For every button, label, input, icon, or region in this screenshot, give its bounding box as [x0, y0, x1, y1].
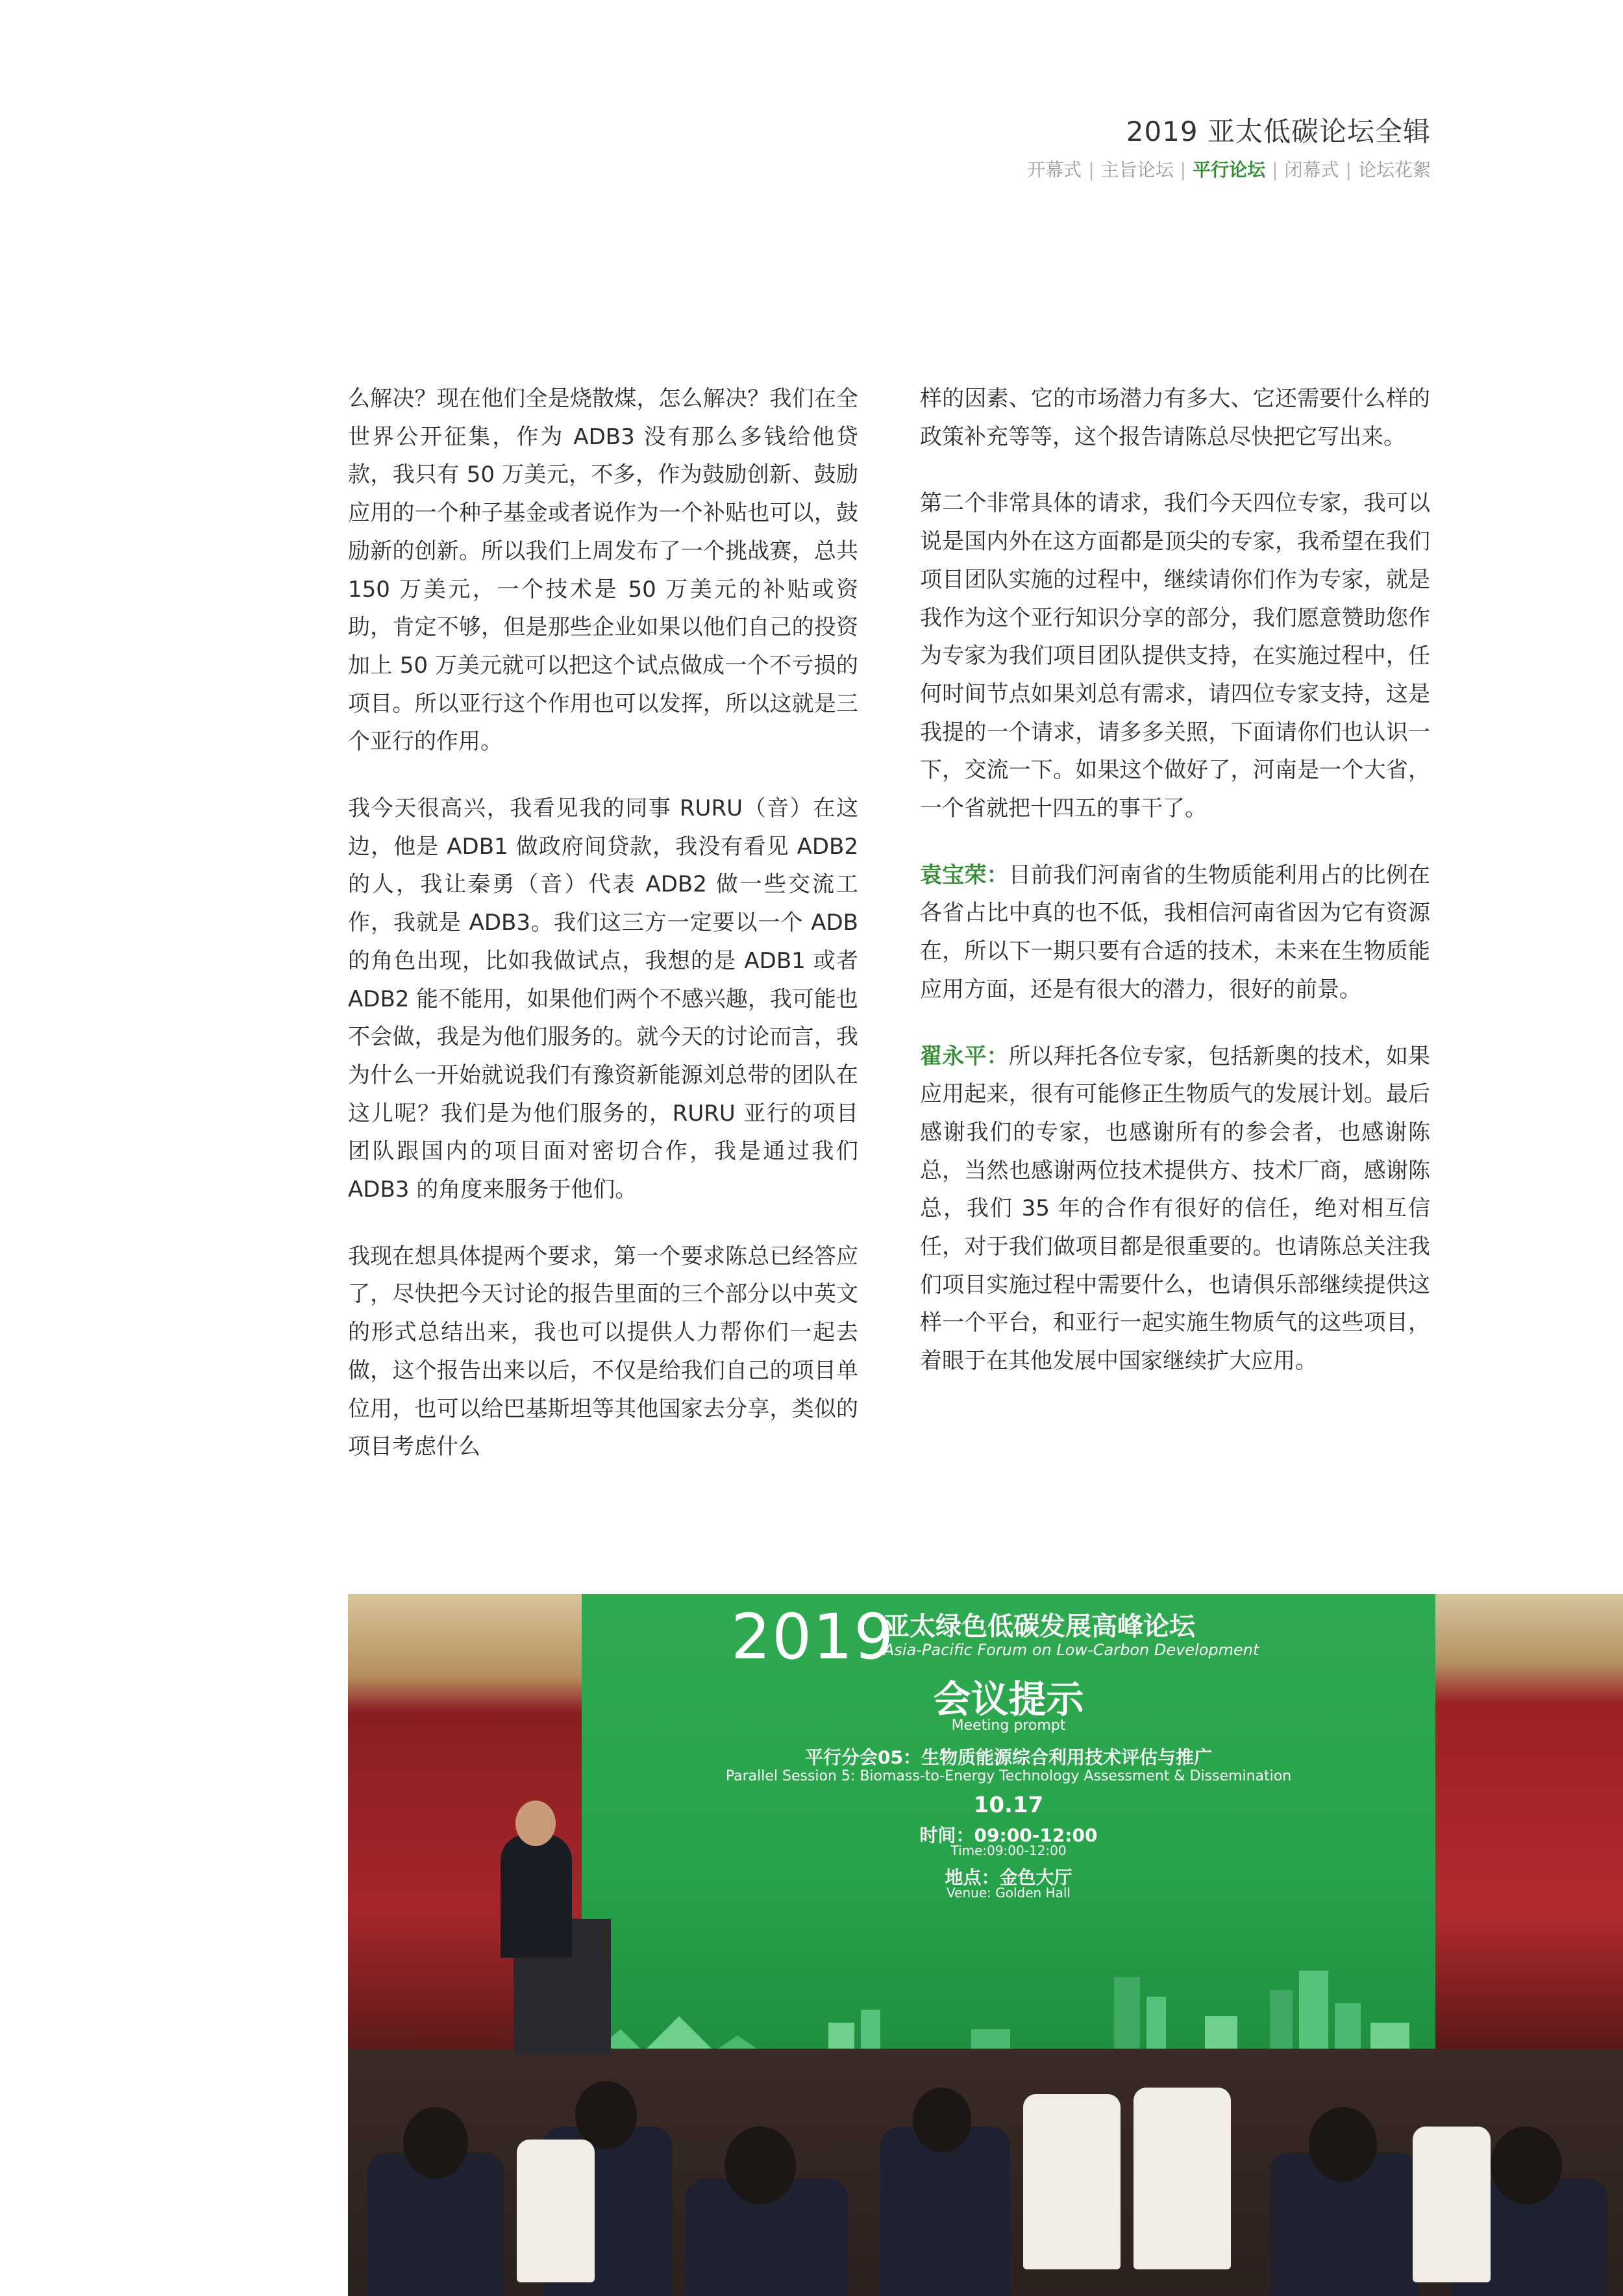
- audience-head: [1309, 2107, 1377, 2182]
- nav-separator: |: [1345, 159, 1352, 181]
- screen-time-en: Time:09:00-12:00: [950, 1843, 1067, 1858]
- screen-notice-zh: 会议提示: [933, 1677, 1084, 1721]
- speaker-paragraph: [920, 856, 1430, 1009]
- screen-notice-en: Meeting prompt: [951, 1717, 1066, 1734]
- chair-cover: [1023, 2094, 1121, 2269]
- nav-item-opening[interactable]: 开幕式: [1027, 159, 1082, 181]
- nav-item-parallel-active[interactable]: 平行论坛: [1193, 159, 1266, 181]
- chair-cover: [517, 2140, 595, 2282]
- left-column: [348, 380, 858, 1495]
- chair-cover: [1413, 2127, 1491, 2282]
- city-skyline-graphic: [582, 1951, 1435, 2062]
- nav-separator: |: [1088, 159, 1095, 181]
- nav-item-keynote[interactable]: 主旨论坛: [1100, 159, 1174, 181]
- paragraph: 我现在想具体提两个要求，第一个要求陈总已经答应了，尽快把今天讨论的报告里面的三个部分以中英文的形式总结出来，我也可以提供人力帮你们一起去做，这个报告出来以后，不仅是给我们自己的项目单位用，也可以给巴基斯坦等其他国家去分享，类似的项目考虑什么: [348, 1243, 858, 1460]
- paragraph: 样的因素、它的市场潜力有多大、它还需要什么样的政策补充等等，这个报告请陈总尽快把它写出来。: [920, 386, 1430, 450]
- nav-item-closing[interactable]: 闭幕式: [1284, 159, 1339, 181]
- screen-session-en: Parallel Session 5: Biomass-to-Energy Technology Assessment & Dissemination: [725, 1768, 1292, 1784]
- paragraph: 我今天很高兴，我看见我的同事 RURU（音）在这边，他是 ADB1 做政府间贷款，我没有看见 ADB2 的人，我让秦勇（音）代表 ADB2 做一些交流工作，我就是 ADB3。我们这三方一定要以一个 ADB 的角色出现，比如我做试点，我想的是 ADB1 或者 ADB2 能不能用，如果他们两个不感兴趣，我可能也不会做，我是为他们服务的。就今天的讨论而言，我为什么一开始就说我们有豫资新能源刘总带的团队在这儿呢？我们是为他们服务的，RURU 亚行的项目团队跟国内的项目面对密切合作，我是通过我们 ADB3 的角度来服务于他们。: [348, 795, 858, 1203]
- publication-title: 2019 亚太低碳论坛全辑: [1126, 116, 1431, 147]
- screen-date: 10.17: [973, 1792, 1044, 1818]
- audience-head: [403, 2107, 468, 2178]
- led-screen: [582, 1594, 1435, 2062]
- paragraph: 么解决？现在他们全是烧散煤，怎么解决？我们在全世界公开征集，作为 ADB3 没有那么多钱给他贷款，我只有 50 万美元，不多，作为鼓励创新、鼓励应用的一个种子基金或者说作为一个补贴也可以，鼓励新的创新。所以我们上周发布了一个挑战赛，总共 150 万美元，一个技术是 50 万美元的补贴或资助，肯定不够，但是那些企业如果以他们自己的投资加上 50 万美元就可以把这个试点做成一个不亏损的项目。所以亚行这个作用也可以发挥，所以这就是三个亚行的作用。: [348, 386, 858, 755]
- audience-head: [575, 2081, 637, 2149]
- nav-separator: |: [1272, 159, 1278, 181]
- nav-separator: |: [1180, 159, 1187, 181]
- chair-cover: [1134, 2088, 1231, 2269]
- audience-head: [913, 2088, 971, 2152]
- speaker-paragraph: [920, 1038, 1430, 1380]
- hall-curtain-right: [1435, 1594, 1623, 2049]
- paragraph: 第二个非常具体的请求，我们今天四位专家，我可以说是国内外在这方面都是顶尖的专家，我希望在我们项目团队实施的过程中，继续请你们作为专家，就是我作为这个亚行知识分享的部分，我们愿意赞助您作为专家为我们项目团队提供支持，在实施过程中，任何时间节点如果刘总有需求，请四位专家支持，这是我提的一个请求，请多多关照，下面请你们也认识一下，交流一下。如果这个做好了，河南是一个大省，一个省就把十四五的事干了。: [920, 490, 1430, 822]
- screen-title-en: Asia-Pacific Forum on Low-Carbon Development: [884, 1641, 1259, 1659]
- screen-venue-zh: 地点：金色大厅: [945, 1867, 1072, 1888]
- screen-title-zh: 亚太绿色低碳发展高峰论坛: [884, 1612, 1195, 1641]
- screen-session-zh: 平行分会05：生物质能源综合利用技术评估与推广: [805, 1747, 1212, 1768]
- nav-item-highlights[interactable]: 论坛花絮: [1357, 159, 1431, 181]
- screen-time-zh: 时间：09:00-12:00: [919, 1825, 1098, 1846]
- speaker-text: 目前我们河南省的生物质能利用占的比例在各省占比中真的也不低，我相信河南省因为它有资源在，所以下一期只要有合适的技术，未来在生物质能应用方面，还是有很大的潜力，很好的前景。: [920, 862, 1431, 1003]
- audience-head: [725, 2127, 796, 2204]
- right-column: [920, 380, 1430, 1409]
- speaker-head: [515, 1801, 556, 1846]
- speaker-text: 所以拜托各位专家，包括新奥的技术，如果应用起来，很有可能修正生物质气的发展计划。最后感谢我们的专家，也感谢所有的参会者，也感谢陈总，当然也感谢两位技术提供方、技术厂商，感谢陈总，我们 35 年的合作有很好的信任，绝对相互信任，对于我们做项目都是很重要的。也请陈总关注我们项目实施过程中需要什么，也请俱乐部继续提供这样一个平台，和亚行一起实施生物质气的这些项目，着眼于在其他发展中国家继续扩大应用。: [920, 1043, 1431, 1375]
- audience-head: [1491, 2127, 1562, 2204]
- speaker-name: 翟永平：: [920, 1043, 1009, 1069]
- section-nav: [1027, 156, 1431, 182]
- forum-photo: [348, 1594, 1623, 2296]
- speaker-figure: [501, 1834, 572, 1958]
- screen-year: 2019: [731, 1601, 895, 1673]
- speaker-name: 袁宝荣：: [920, 862, 1009, 888]
- screen-venue-en: Venue: Golden Hall: [947, 1885, 1071, 1901]
